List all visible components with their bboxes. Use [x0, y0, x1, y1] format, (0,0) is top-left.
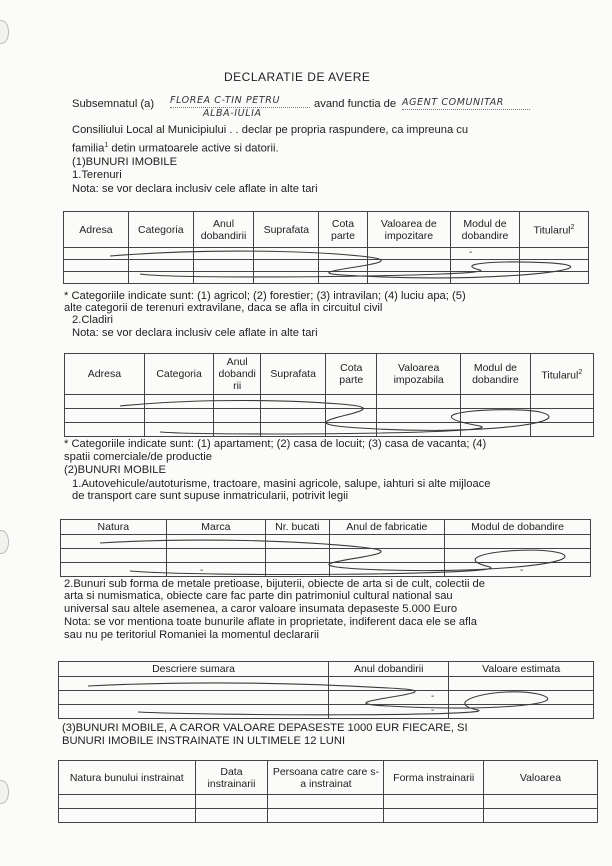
th-cota: Cota parte: [326, 354, 377, 395]
table-autovehicule: [60, 519, 591, 577]
th-valoarea: Valoarea impozabila: [377, 354, 461, 395]
th-modul: Modul de dobandire: [451, 212, 520, 248]
intro-avand-functia: avand functia de: [314, 98, 397, 110]
dash-mark: -: [469, 247, 473, 258]
section1-sub-cladiri: 2.Cladiri: [72, 314, 114, 326]
section2-sub2-line3: universal sau altele asemenea, a caror valoare insumata depaseste 5.000 Euro: [64, 603, 458, 615]
section3-heading-line2: BUNURI IMOBILE INSTRAINATE IN ULTIMELE 12 LUNI: [62, 735, 346, 747]
th-adresa: Adresa: [65, 354, 145, 395]
section2-sub1-line1: 1.Autovehicule/autoturisme, tractoare, masini agricole, salupe, iahturi si alte mijloace: [72, 478, 491, 490]
th-anul: Anul dobandirii: [193, 212, 254, 248]
table-bunuri-valoroase: [58, 661, 594, 719]
th-forma-instrainarii: Forma instrainarii: [384, 761, 484, 795]
intro-line-3: familia$^1$ detin urmatoarele active si datorii.: [72, 142, 279, 155]
terenuri-categories-line2: alte categorii de terenuri extravilane, daca se afla in circuitul civil: [64, 302, 383, 314]
institution-handwritten: ALBA-IULIA: [203, 108, 262, 119]
dash-mark: -: [431, 691, 435, 702]
punch-hole: [0, 780, 9, 804]
intro-subsemnatul: Subsemnatul (a): [72, 98, 155, 110]
th-valoarea: Valoarea de impozitare: [367, 212, 450, 248]
section1-note-cladiri: Nota: se vor declara inclusiv cele aflate in alte tari: [72, 327, 318, 339]
th-categoria: Categoria: [144, 354, 213, 395]
th-data-instrainarii: Data instrainarii: [195, 761, 268, 795]
th-valoare-estimata: Valoare estimata: [449, 662, 594, 677]
th-marca: Marca: [166, 520, 266, 535]
th-anul: Anul dobandi rii: [214, 354, 261, 395]
th-persoana: Persoana catre care s-a instrainat: [268, 761, 384, 795]
table-bunuri-instrainate: [58, 760, 598, 823]
dash-mark: -: [520, 565, 524, 576]
th-natura: Natura: [61, 520, 167, 535]
th-titularul: Titularul$^2$: [530, 354, 593, 395]
section2-note-line1: Nota: se vor mentiona toate bunurile aflate in proprietate, indiferent daca ele se afla: [64, 616, 477, 628]
section2-sub2-line2: arta si numismatica, obiecte care fac parte din patrimoniul cultural national sau: [64, 590, 453, 602]
intro-line-2: Consiliului Local al Municipiului . . declar pe propria raspundere, ca impreuna cu: [72, 124, 469, 136]
function-handwritten: AGENT COMUNITAR: [402, 96, 530, 110]
th-descriere: Descriere sumara: [59, 662, 329, 677]
th-cota: Cota parte: [319, 212, 367, 248]
th-titularul: Titularul$^2$: [519, 212, 588, 248]
punch-hole: [0, 530, 9, 554]
th-anul-fabricatie: Anul de fabricatie: [329, 520, 445, 535]
section1-heading: (1)BUNURI IMOBILE: [72, 156, 178, 168]
th-modul: Modul de dobandire: [461, 354, 530, 395]
section2-note-line2: sau nu pe teritoriul Romaniei la momentul declararii: [64, 629, 319, 641]
punch-hole: [0, 20, 9, 44]
section2-heading: (2)BUNURI MOBILE: [64, 464, 166, 476]
th-suprafata: Suprafata: [254, 212, 319, 248]
th-suprafata: Suprafata: [261, 354, 326, 395]
section2-sub1-line2: de transport care sunt supuse inmatricularii, potrivit legii: [72, 490, 349, 502]
table-cladiri: [64, 353, 594, 437]
section2-sub2-line1: 2.Bunuri sub forma de metale pretioase, bijuterii, obiecte de arta si de cult, colectii de: [64, 578, 486, 590]
name-handwritten: FLOREA C-TIN PETRU: [170, 94, 310, 108]
table-terenuri: [63, 211, 589, 284]
dash-mark: -: [200, 565, 204, 576]
cladiri-categories-line1: * Categoriile indicate sunt: (1) apartament; (2) casa de locuit; (3) casa de vacanta; (4): [64, 438, 487, 450]
section3-heading-line1: (3)BUNURI MOBILE, A CAROR VALOARE DEPASESTE 1000 EUR FIECARE, SI: [62, 722, 468, 734]
th-adresa: Adresa: [64, 212, 129, 248]
dash-mark: -: [431, 705, 435, 716]
section1-sub-terenuri: 1.Terenuri: [72, 169, 122, 181]
th-categoria: Categoria: [128, 212, 193, 248]
section1-note-terenuri: Nota: se vor declara inclusiv cele aflate in alte tari: [72, 183, 318, 195]
th-valoarea: Valoarea: [484, 761, 598, 795]
cladiri-categories-line2: spatii comerciale/de productie: [64, 451, 212, 463]
th-nr-bucati: Nr. bucati: [266, 520, 329, 535]
th-anul-dobandirii: Anul dobandirii: [329, 662, 449, 677]
th-modul-dobandire: Modul de dobandire: [445, 520, 591, 535]
terenuri-categories-line1: * Categoriile indicate sunt: (1) agricol; (2) forestier; (3) intravilan; (4) luciu apa; (5): [64, 290, 466, 302]
th-natura-bunului: Natura bunului instrainat: [59, 761, 196, 795]
page-title: DECLARATIE DE AVERE: [224, 70, 371, 84]
